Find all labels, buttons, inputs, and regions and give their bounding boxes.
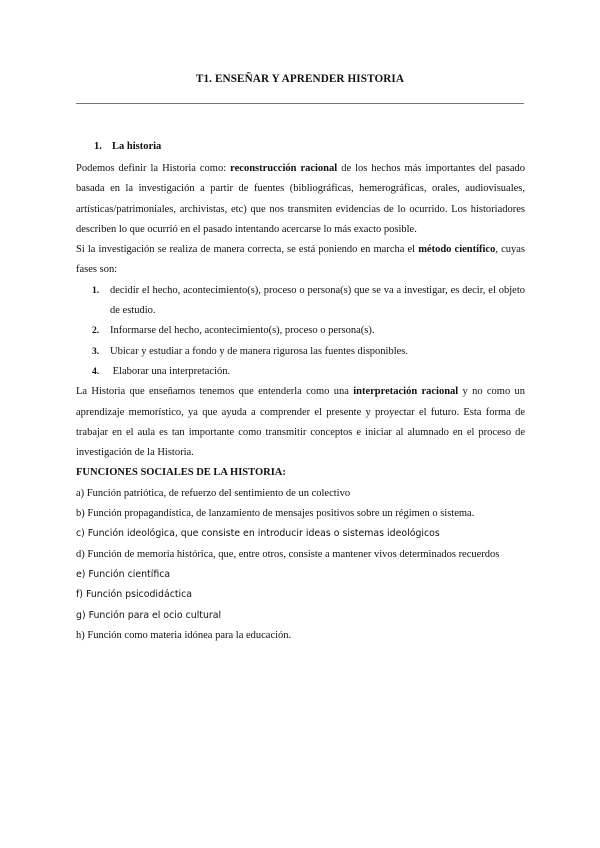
function-item: d) Función de memoria histórica, que, entre otros, consiste a mantener vivos determinados recuerdos xyxy=(76,548,500,560)
function-item: e) Función científica xyxy=(76,568,171,580)
function-item: b) Función propagandística, de lanzamiento de mensajes positivos sobre un régimen o sistema. xyxy=(76,508,475,520)
list-text: decidir el hecho, acontecimiento(s), proceso o persona(s) que se va a investigar, es decir, el objeto de estudio. xyxy=(110,284,525,317)
text-run: , cuyas fases son: xyxy=(76,244,525,276)
function-item: c) Función ideológica, que consiste en introducir ideas o sistemas ideológicos xyxy=(76,528,440,540)
function-item: a) Función patriótica, de refuerzo del sentimiento de un colectivo xyxy=(76,487,351,499)
list-item xyxy=(76,321,525,341)
list-item xyxy=(76,281,525,322)
function-item: f) Función psicodidáctica xyxy=(76,589,193,601)
document-body xyxy=(76,139,525,646)
title-divider xyxy=(76,103,524,104)
list-text: Informarse del hecho, acontecimiento(s), proceso o persona(s). xyxy=(110,325,375,337)
text-run: La Historia que enseñamos tenemos que entenderla como una xyxy=(76,386,354,398)
paragraph-method xyxy=(76,240,525,281)
list-item xyxy=(76,362,525,382)
text-run: Si la investigación se realiza de manera correcta, se está poniendo en marcha el xyxy=(76,244,419,256)
list-number: 3. xyxy=(92,345,100,357)
list-number: 4. xyxy=(92,365,100,377)
bold-term: método científico xyxy=(418,244,496,256)
paragraph-definition xyxy=(76,159,525,240)
document-title: T1. ENSEÑAR Y APRENDER HISTORIA xyxy=(195,73,405,85)
function-item: h) Función como materia idónea para la educación. xyxy=(76,629,292,641)
text-run: Podemos definir la Historia como: xyxy=(76,163,231,174)
method-phases-list xyxy=(76,281,525,382)
section-heading xyxy=(94,139,525,155)
functions-heading: FUNCIONES SOCIALES DE LA HISTORIA: xyxy=(76,467,286,479)
section-number: 1. xyxy=(94,141,102,152)
section-title: La historia xyxy=(112,141,162,152)
list-text: Ubicar y estudiar a fondo y de manera rigurosa las fuentes disponibles. xyxy=(110,345,408,357)
bold-term: interpretación racional xyxy=(353,386,459,398)
function-item: g) Función para el ocio cultural xyxy=(76,609,222,621)
list-number: 2. xyxy=(92,325,100,337)
list-text: Elaborar una interpretación. xyxy=(110,365,231,377)
text-run: y no como un aprendizaje memorístico, ya que ayuda a comprender el presente y proyectar el futuro. Esta forma de trabajar en el aula es tan importante como transmitir conceptos e iniciar al alumnado en el proceso de investigación de la Historia. xyxy=(76,386,525,459)
paragraph-interpretation xyxy=(76,382,525,463)
bold-term: reconstrucción racional xyxy=(230,163,338,174)
list-number: 1. xyxy=(92,284,100,296)
text-run: de los hechos más importantes del pasado basada en la investigación a partir de fuentes (bibliográficas, hemerográficas, orales, audiovisuales, artísticas/patrimoniales, archivistas, etc) que nos transmiten evidencias de lo ocurrido. Los historiadores describen lo que ocurrió en el pasado intentando acercarse lo más exacto posible. xyxy=(76,163,525,235)
list-item xyxy=(76,342,525,362)
